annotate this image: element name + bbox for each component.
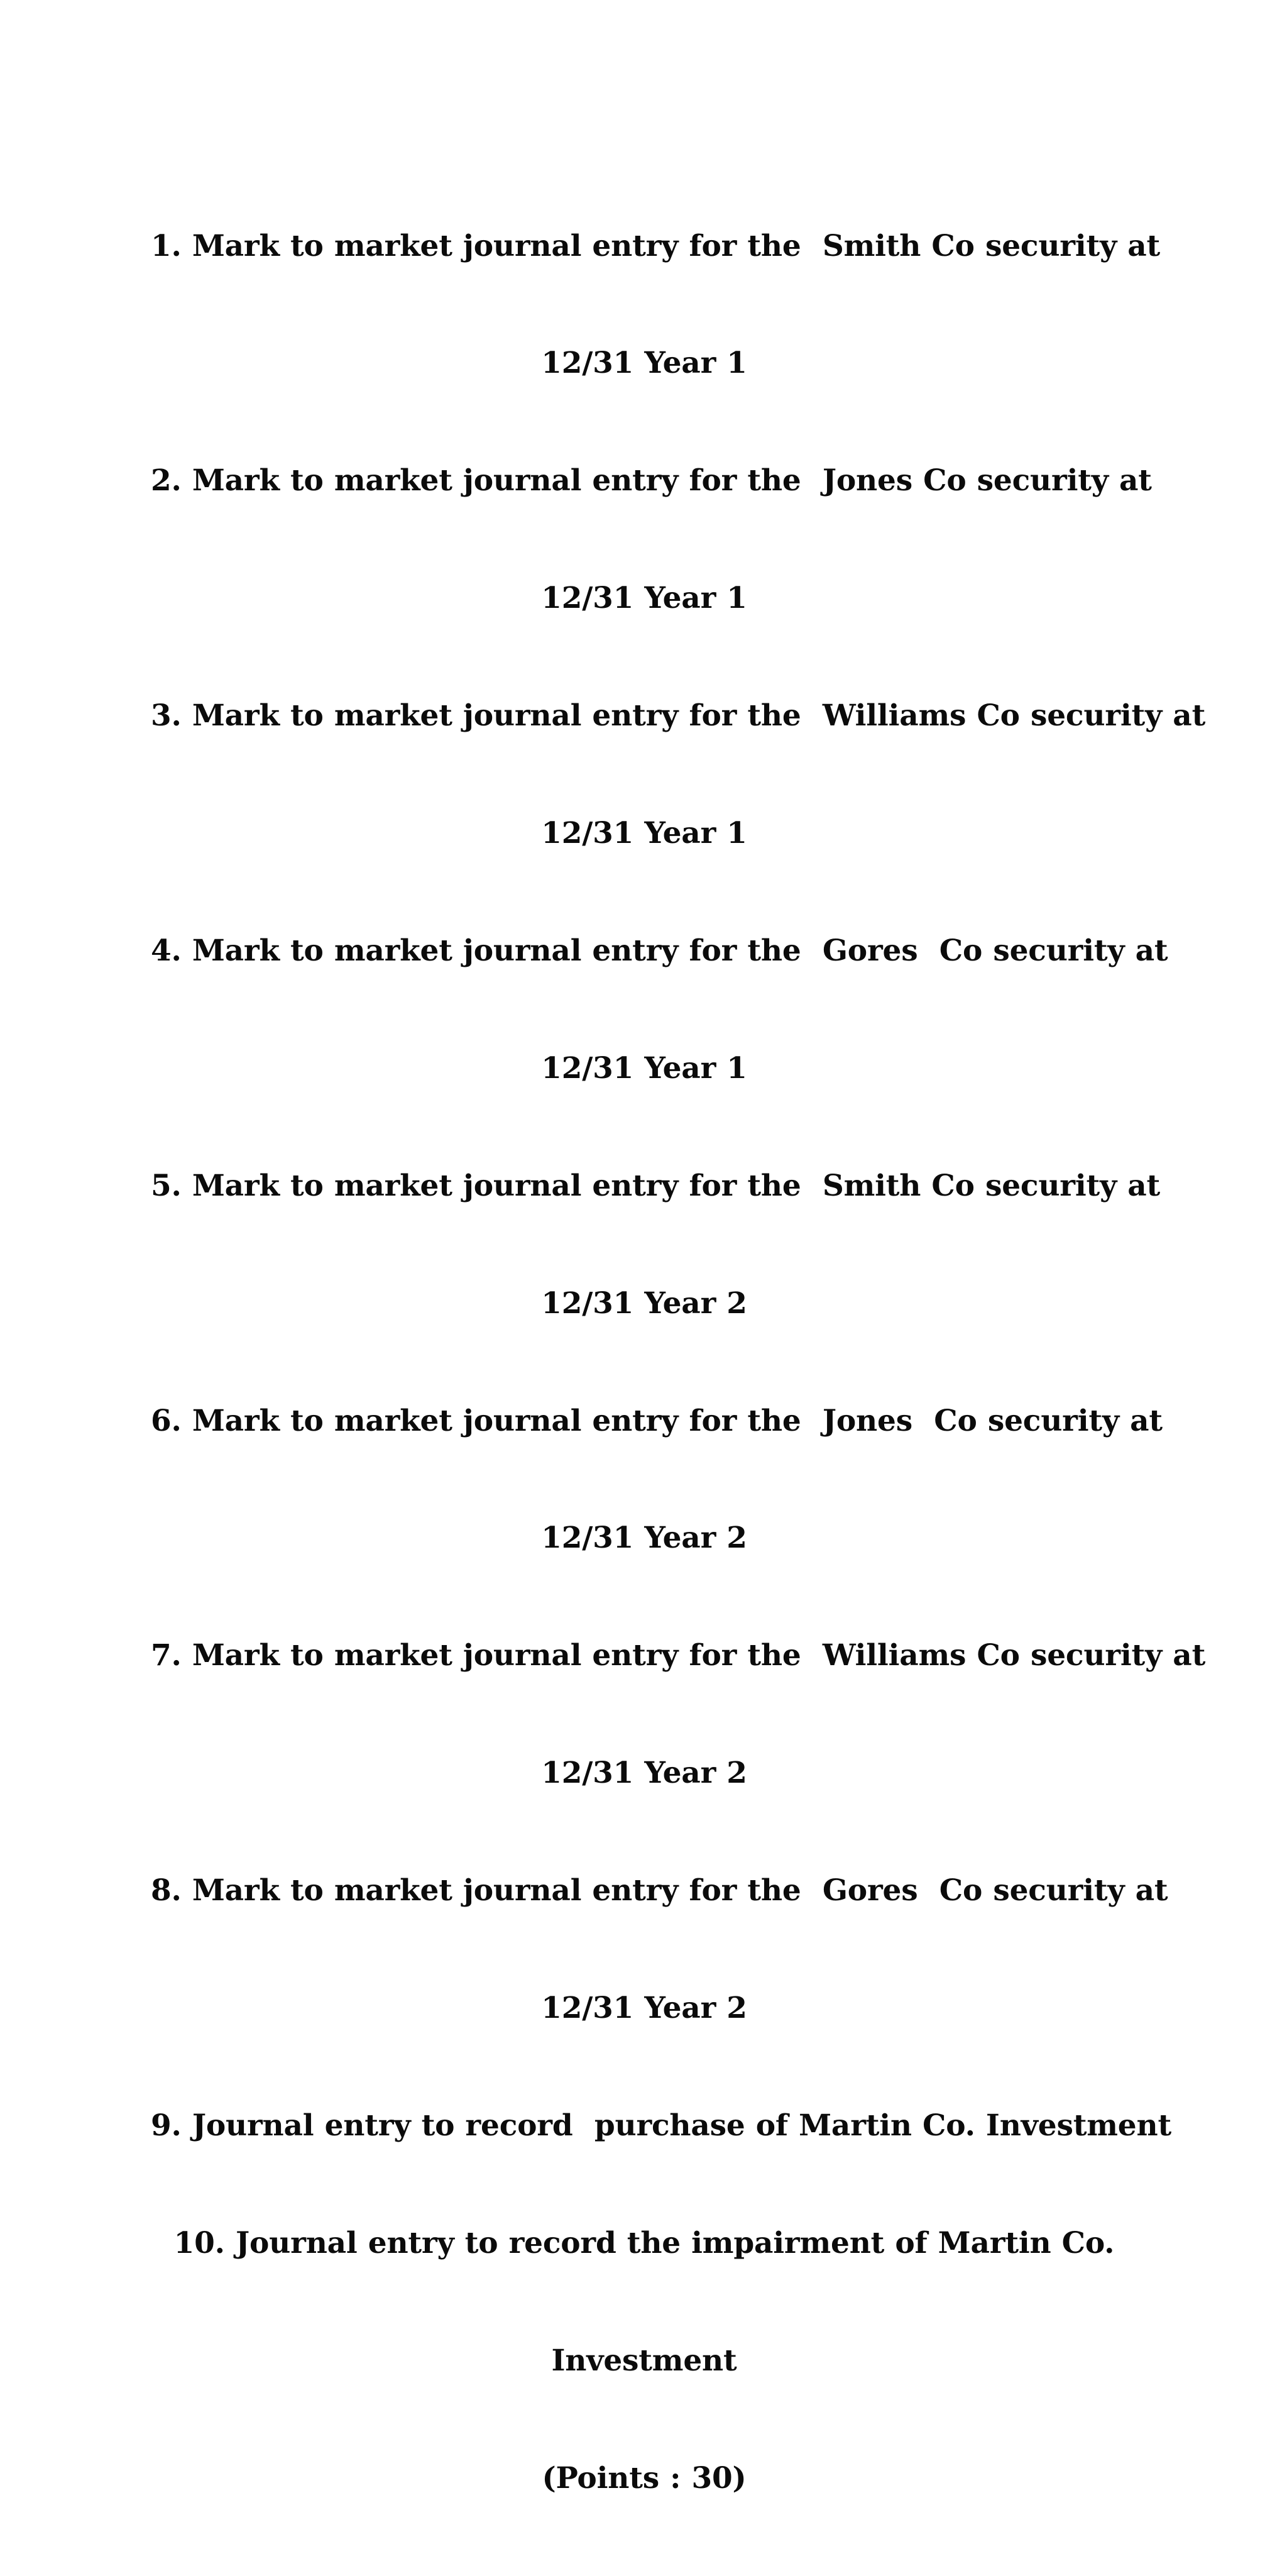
question-3-line-1: 3. Mark to market journal entry for the Williams Co security at xyxy=(151,698,1206,734)
question-5-line-2: 12/31 Year 2 xyxy=(541,1285,747,1321)
question-7-line-2: 12/31 Year 2 xyxy=(541,1756,747,1791)
question-6-line-1: 6. Mark to market journal entry for the Jones Co security at xyxy=(151,1403,1163,1438)
question-3-line-2: 12/31 Year 1 xyxy=(541,816,747,851)
question-1-line-1: 1. Mark to market journal entry for the Smith Co security at xyxy=(151,228,1161,263)
question-2-line-1: 2. Mark to market journal entry for the Jones Co security at xyxy=(151,463,1152,498)
question-8-line-2: 12/31 Year 2 xyxy=(541,1990,747,2025)
points-label: (Points : 30) xyxy=(542,2460,747,2496)
question-7-line-1: 7. Mark to market journal entry for the Williams Co security at xyxy=(151,1638,1206,1673)
question-4-line-2: 12/31 Year 1 xyxy=(541,1050,747,1086)
question-8-line-1: 8. Mark to market journal entry for the Gores Co security at xyxy=(151,1873,1168,1908)
question-9-line-1: 9. Journal entry to record purchase of Martin Co. Investment xyxy=(151,2108,1171,2143)
question-text-block xyxy=(151,148,1206,2576)
question-6-line-2: 12/31 Year 2 xyxy=(541,1521,747,1556)
question-2-line-2: 12/31 Year 1 xyxy=(541,581,747,616)
question-10-line-2: Investment xyxy=(551,2343,737,2378)
question-10-line-1: 10. Journal entry to record the impairment of Martin Co. xyxy=(173,2225,1115,2260)
question-1-line-2: 12/31 Year 1 xyxy=(541,346,747,381)
question-5-line-1: 5. Mark to market journal entry for the Smith Co security at xyxy=(151,1168,1161,1203)
question-4-line-1: 4. Mark to market journal entry for the Gores Co security at xyxy=(151,933,1168,968)
